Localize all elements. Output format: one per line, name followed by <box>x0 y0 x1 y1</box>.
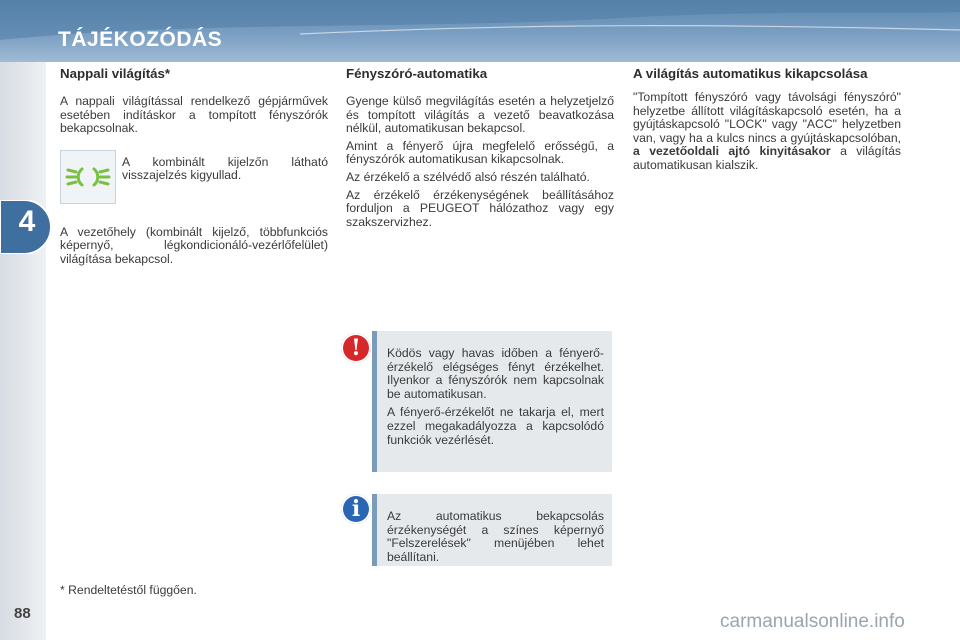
auto-off-heading: A világítás automatikus kikapcsolása <box>633 66 868 81</box>
auto-lights-text-1: Gyenge külső megvilágítás esetén a helyzetjelző és tompított világítás a vezető beavatkozása nélkül, automatikusan bekapcsol. <box>346 94 614 136</box>
watermark: carmanualsonline.info <box>720 611 905 632</box>
side-margin-bar <box>0 62 46 640</box>
auto-off-text-bold: a vezetőoldali ajtó kinyitásakor <box>633 144 831 159</box>
daytime-lights-text-1: A nappali világítással rendelkező gépjárművek esetében indításkor a tompított fényszórók bekapcsolnak. <box>60 94 328 136</box>
auto-off-text <box>633 91 901 173</box>
auto-off-column <box>633 66 901 177</box>
lamp-indicator-row <box>60 150 328 204</box>
daytime-lights-text-2: A vezetőhely (kombinált kijelző, többfunkciós képernyő, légkondicionáló-vezérlőfelület) világítása bekapcsol. <box>60 224 328 266</box>
daytime-lamp-icon <box>60 150 116 204</box>
lamp-indicator-text: A kombinált kijelzőn látható visszajelzés kigyullad. <box>122 154 328 183</box>
info-notice-box <box>372 494 612 566</box>
auto-off-text-b: a világítás automatikusan kialszik. <box>633 144 901 172</box>
auto-lights-heading: Fényszóró-automatika <box>346 66 488 81</box>
auto-off-text-a: "Tompított fényszóró vagy távolsági fényszóró" helyzetbe állított világításkapcsoló esetén, ha a gyújtáskapcsoló "LOCK" vagy "ACC" helyzetben van, vagy ha a kulcs nincs a gyújtáskapcsolóban, <box>633 90 901 145</box>
info-icon <box>341 494 371 524</box>
page-title: TÁJÉKOZÓDÁS <box>58 28 223 51</box>
footnote: * Rendeltetéstől függően. <box>60 583 197 597</box>
warning-text-2: A fényerő-érzékelőt ne takarja el, mert ezzel megakadályozza a kapcsolódó funkciók vezérlését. <box>387 405 604 447</box>
warning-text-1: Ködös vagy havas időben a fényerő-érzékelő elégséges fényt érzékelhet. Ilyenkor a fényszórók nem kapcsolnak be automatikusan. <box>387 346 604 401</box>
warning-icon <box>341 333 371 363</box>
daytime-lights-column <box>60 66 328 271</box>
chapter-number: 4 <box>18 205 36 238</box>
auto-lights-column <box>346 66 614 233</box>
auto-lights-text-3: Az érzékelő a szélvédő alsó részén található. <box>346 169 590 184</box>
page-header <box>0 0 960 62</box>
daytime-lights-heading: Nappali világítás* <box>60 66 171 81</box>
page-number: 88 <box>14 605 31 622</box>
info-text-1: Az automatikus bekapcsolás érzékenységét a színes képernyő "Felszerelések" menüjében lehet beállítani. <box>387 509 604 564</box>
info-icon-glyph: i <box>351 496 361 522</box>
auto-lights-text-2: Amint a fényerő újra megfelelő erősségű, a fényszórók automatikusan kikapcsolnak. <box>346 138 614 167</box>
auto-lights-text-4: Az érzékelő érzékenységének beállításához forduljon a PEUGEOT hálózathoz vagy egy szakszervizhez. <box>346 187 614 229</box>
warning-notice-box <box>372 331 612 472</box>
warning-icon-glyph: ! <box>351 335 361 361</box>
